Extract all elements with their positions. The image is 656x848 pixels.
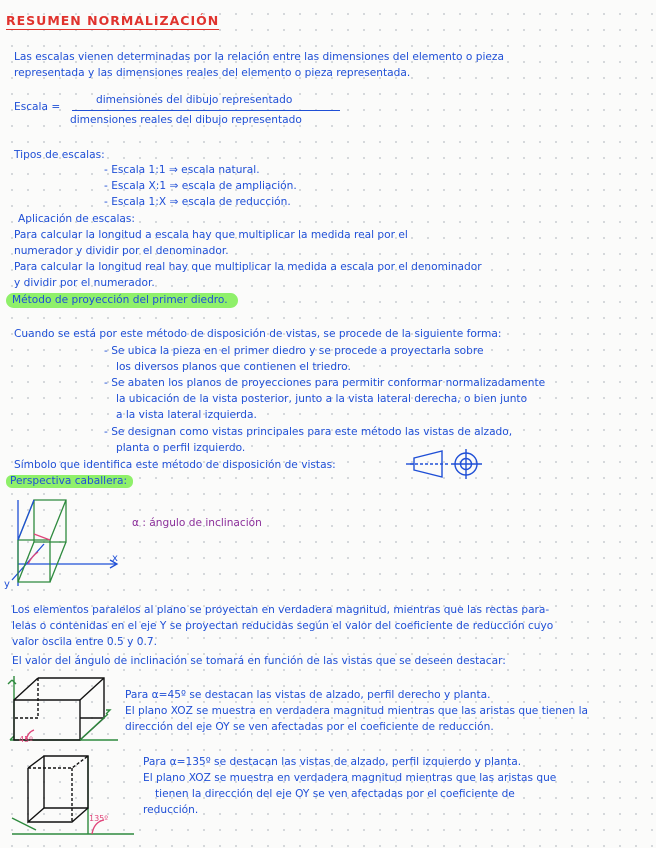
alpha-label: α : ángulo de inclinación — [132, 517, 262, 529]
tipo-item: - Escala 1:1 ⇒ escala natural. — [104, 164, 260, 176]
axis-y-label: y — [4, 579, 10, 590]
first-angle-projection-symbol — [404, 448, 488, 480]
aplicacion-heading: Aplicación de escalas: — [18, 213, 135, 225]
case135-line: reducción. — [143, 804, 199, 816]
caballera-line: lelas o contenidas en el eje Y se proyectan reducidas según el valor del coeficiente de reducción cuyo — [12, 620, 554, 632]
case45-line: dirección del eje OY se ven afectadas por el coeficiente de reducción. — [125, 721, 494, 733]
metodo-line: la ubicación de la vista posterior, junto a la vista lateral derecha, o bien junto — [116, 393, 528, 405]
axis-x-label: x — [112, 553, 118, 564]
case45-line: El plano XOZ se muestra en verdadera magnitud mientras que las aristas que tienen la — [125, 705, 589, 717]
metodo-line: Cuando se está por este método de disposición de vistas, se procede de la siguiente forma: — [14, 328, 502, 340]
caballera-axes-diagram — [4, 494, 134, 594]
page-title: RESUMEN NORMALIZACIÓN — [6, 13, 220, 28]
metodo-line: los diversos planos que contienen el triedro. — [116, 361, 351, 373]
tipos-heading: Tipos de escalas: — [14, 149, 105, 161]
fraction-line — [72, 110, 340, 111]
aplicacion-line: y dividir por el numerador. — [14, 277, 155, 289]
aplicacion-line: Para calcular la longitud a escala hay que multiplicar la medida real por el — [14, 229, 408, 241]
escala-denominator: dimensiones reales del dibujo representado — [70, 114, 302, 126]
metodo-line: a la vista lateral izquierda. — [116, 409, 257, 421]
tipo-item: - Escala 1:X ⇒ escala de reducción. — [104, 196, 291, 208]
metodo-line: planta o perfil izquierdo. — [116, 442, 246, 454]
case45-line: Para α=45º se destacan las vistas de alzado, perfil derecho y planta. — [125, 689, 491, 701]
caballera-line: El valor del ángulo de inclinación se tomará en función de las vistas que se deseen destacar: — [12, 655, 506, 667]
escala-label: Escala = — [14, 101, 61, 113]
escala-numerator: dimensiones del dibujo representado — [96, 94, 293, 106]
intro-line-2: representada y las dimensiones reales del elemento o pieza representada. — [14, 67, 411, 79]
metodo-heading — [6, 293, 238, 308]
metodo-heading-text: Método de proyección del primer diedro. — [6, 293, 238, 308]
caballera-line: valor oscila entre 0.5 y 0.7. — [12, 636, 157, 648]
case135-line: Para α=135º se destacan las vistas de alzado, perfil izquierdo y planta. — [143, 756, 522, 768]
metodo-line: - Se ubica la pieza en el primer diedro y se procede a proyectarla sobre — [104, 345, 484, 357]
tipo-item: - Escala X:1 ⇒ escala de ampliación. — [104, 180, 297, 192]
intro-line-1: Las escalas vienen determinadas por la relación entre las dimensiones del elemento o pieza — [14, 51, 504, 63]
simbolo-text: Símbolo que identifica este método de disposición de vistas: — [14, 459, 336, 471]
caballera-heading-text: Perspectiva caballera: — [6, 475, 133, 488]
aplicacion-line: numerador y dividir por el denominador. — [14, 245, 229, 257]
caballera-line: Los elementos paralelos al plano se proyectan en verdadera magnitud, mientras que las rectas para- — [12, 604, 550, 616]
metodo-line: - Se designan como vistas principales para este método las vistas de alzado, — [104, 426, 513, 438]
case135-line: tienen la dirección del eje OY se ven afectadas por el coeficiente de — [155, 788, 515, 800]
box-135-diagram — [8, 750, 138, 840]
angle-135-label: 135º — [89, 814, 109, 823]
caballera-heading — [6, 474, 133, 489]
aplicacion-line: Para calcular la longitud real hay que multiplicar la medida a escala por el denominador — [14, 261, 482, 273]
metodo-line: - Se abaten los planos de proyecciones para permitir conformar normalizadamente — [104, 377, 546, 389]
case135-line: El plano XOZ se muestra en verdadera magnitud mientras que las aristas que — [143, 772, 557, 784]
angle-45-label: 45º — [19, 735, 33, 744]
